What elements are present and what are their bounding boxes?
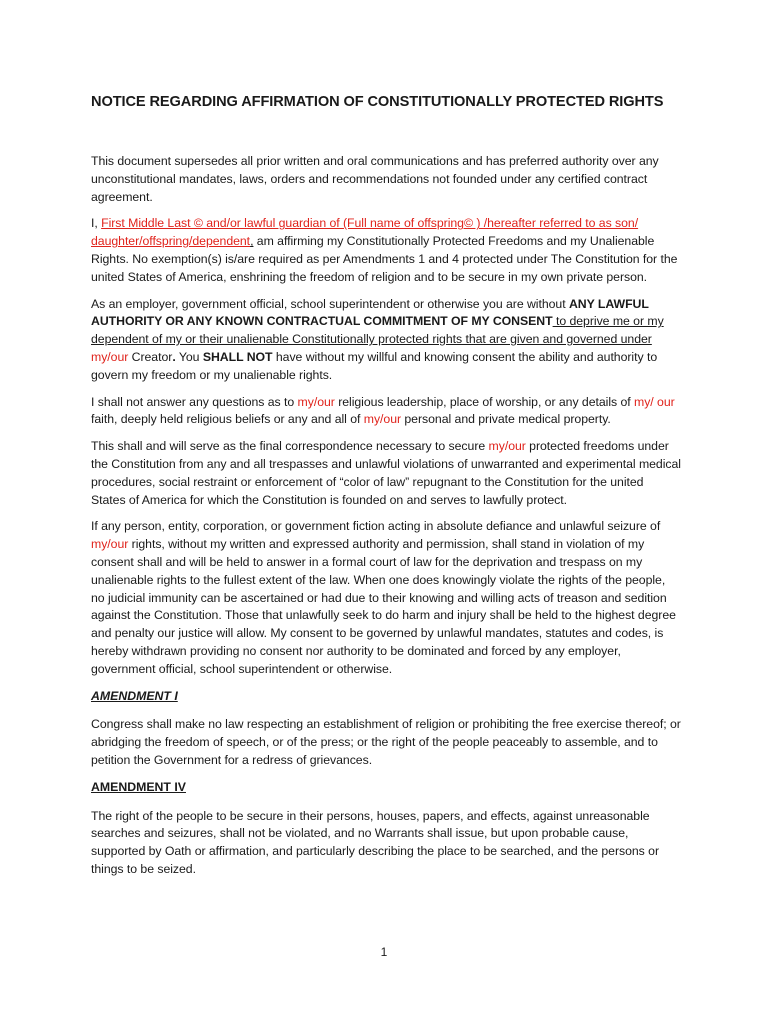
questions-red-1: my/our (297, 394, 335, 409)
document-body (91, 93, 681, 888)
authority-text-4: You (175, 349, 203, 364)
authority-bold-2: . (172, 349, 176, 364)
authority-red-1: my/our (91, 349, 129, 364)
violation-text-2: rights, without my written and expressed authority and permission, shall stand in violation of my consent shall and will be held to answer in a formal court of law for the deprivation and trespass on my unalienable rights to the fullest extent of the law. When one does knowingly violate the rights of the people, no judicial immunity can be ascertained or had due to their knowing and willing acts of treason and sedition against the Constitution. Those that unlawfully seek to do harm and injury shall be held to the highest degree and penalty our justice will allow. My consent to be governed by unlawful mandates, statutes and codes, is hereby withdrawn providing no consent nor authority to be dominated and forced by any employer, government official, school superintendent or otherwise. (91, 537, 676, 676)
amendment-1-text: Congress shall make no law respecting an establishment of religion or prohibiting the free exercise thereof; or abridging the freedom of speech, or of the press; or the right of the people peaceably to assemble, and to petition the Government for a redress of grievances. (91, 717, 681, 767)
authority-text-5: have without my willful and knowing consent the ability and authority to govern my freedom or my unalienable rights. (91, 349, 658, 382)
violation-paragraph (91, 518, 681, 678)
document-title: NOTICE REGARDING AFFIRMATION OF CONSTITUTIONALLY PROTECTED RIGHTS (91, 94, 664, 110)
affirmation-paragraph (91, 215, 681, 286)
final-text-2: protected freedoms under the Constitution from any and all trespasses and unlawful violations of unwarranted and experimental medical procedures, social restraint or enforcement of “color of law” repugnant to the Constitution for the united States of America for which the Constitution is founded on and serves to lawfully protect. (91, 439, 681, 507)
name-placeholder: First Middle Last © and/or lawful guardian of (Full name of offspring© ) /hereafter referred to as son/ daughter/offspring/dependent (91, 216, 639, 249)
violation-red-1: my/our (91, 537, 129, 552)
questions-red-3: my/our (363, 412, 402, 427)
questions-text-3: faith, deeply held religious beliefs or any and all of (91, 412, 364, 427)
affirmation-text: am affirming my Constitutionally Protected Freedoms and my Unalienable Rights. No exemption(s) is/are required as per Amendments 1 and 4 protected under The Constitution for the united States of America, enshrining the freedom of religion and to be secure in my own private person. (91, 234, 678, 284)
violation-text-1: If any person, entity, corporation, or government fiction acting in absolute defiance and unlawful seizure of (91, 519, 661, 534)
authority-text-3: Creator (128, 349, 173, 364)
amendment-4-heading: AMENDMENT IV (91, 779, 186, 794)
affirmation-comma: , (250, 234, 254, 249)
questions-red-2: my/ our (634, 394, 675, 409)
questions-paragraph (91, 394, 681, 430)
amendment-1-heading: AMENDMENT I (91, 688, 178, 703)
authority-bold-3: SHALL NOT (202, 349, 273, 364)
authority-paragraph (91, 296, 681, 385)
questions-text-2: religious leadership, place of worship, or any details of (334, 394, 634, 409)
authority-bold-1: ANY LAWFUL AUTHORITY OR ANY KNOWN CONTRACTUAL COMMITMENT OF MY CONSENT (91, 296, 649, 329)
intro-paragraph: This document supersedes all prior written and oral communications and has preferred authority over any unconstitutional mandates, laws, orders and recommendations not founded under any certified contract agreement. (91, 154, 659, 204)
questions-text-1: I shall not answer any questions as to (91, 394, 298, 409)
questions-text-4: personal and private medical property. (401, 412, 611, 427)
final-correspondence-paragraph (91, 438, 681, 509)
authority-text-2: to deprive me or my dependent of my or their unalienable Constitutionally protected rights that are given and governed under (91, 314, 664, 347)
affirmation-prefix: I, (91, 216, 102, 231)
final-red-1: my/our (488, 439, 526, 454)
amendment-4-text: The right of the people to be secure in their persons, houses, papers, and effects, against unreasonable searches and seizures, shall not be violated, and no Warrants shall issue, but upon probable cause, supported by Oath or affirmation, and particularly describing the place to be searched, and the persons or things to be seized. (91, 808, 659, 876)
page-number: 1 (380, 945, 388, 959)
final-text-1: This shall and will serve as the final correspondence necessary to secure (91, 439, 489, 454)
authority-text-1: As an employer, government official, school superintendent or otherwise you are without (91, 296, 569, 311)
